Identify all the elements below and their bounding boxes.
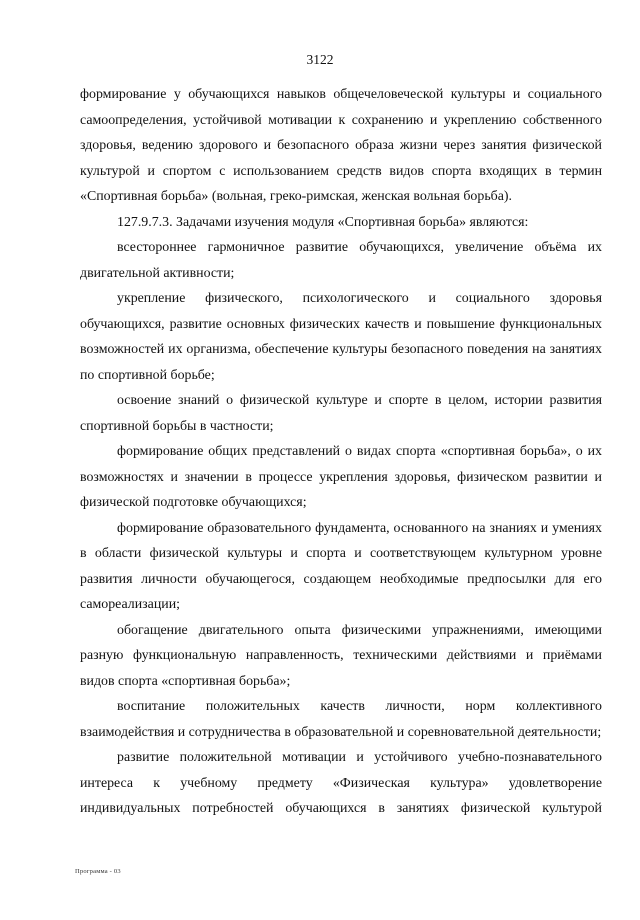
page-footer: Программа - 03 (75, 868, 121, 875)
list-item-task: воспитание положительных качеств личности, норм коллективного взаимодействия и сотрудничества в образовательной и соревновательной деятельности; (80, 699, 602, 740)
list-item-task: формирование образовательного фундамента, основанного на знаниях и умениях в области физической культуры и спорта и соответствующем культурном уровне развития личности обучающегося, создающем необходимые предпосылки для его самореализации; (80, 520, 602, 612)
list-item-task: укрепление физического, психологического и социального здоровья обучающихся, развитие основных физических качеств и повышение функциональных возможностей их организма, обеспечение культуры безопасного поведения на занятиях по спортивной борьбе; (80, 291, 602, 383)
list-item-task: всестороннее гармоничное развитие обучающихся, увеличение объёма их двигательной активности; (80, 240, 602, 281)
list-item-task: обогащение двигательного опыта физическими упражнениями, имеющими разную функциональную направленность, техническими действиями и приёмами видов спорта «спортивная борьба»; (80, 622, 602, 689)
list-item-task: формирование общих представлений о видах спорта «спортивная борьба», о их возможностях и значении в процессе укрепления здоровья, физическом развитии и физической подготовке обучающихся; (80, 444, 602, 510)
page-number: 3122 (306, 52, 334, 67)
document-body (80, 82, 602, 822)
list-item-task: освоение знаний о физической культуре и спорте в целом, истории развития спортивной борьбы в частности; (80, 393, 602, 434)
list-item-task: развитие положительной мотивации и устойчивого учебно-познавательного интереса к учебному предмету «Физическая культура» удовлетворение индивидуальных потребностей обучающихся в занятиях физической культурой (80, 750, 602, 816)
paragraph-intro-continuation: формирование у обучающихся навыков общечеловеческой культуры и социального самоопределения, устойчивой мотивации к сохранению и укреплению собственного здоровья, ведению здорового и безопасного образа жизни через занятия физической культурой и спортом с использованием средств видов спорта входящих в термин «Спортивная борьба» (вольная, греко-римская, женская вольная борьба). (80, 87, 602, 204)
paragraph-tasks-heading: 127.9.7.3. Задачами изучения модуля «Спортивная борьба» являются: (117, 214, 529, 230)
